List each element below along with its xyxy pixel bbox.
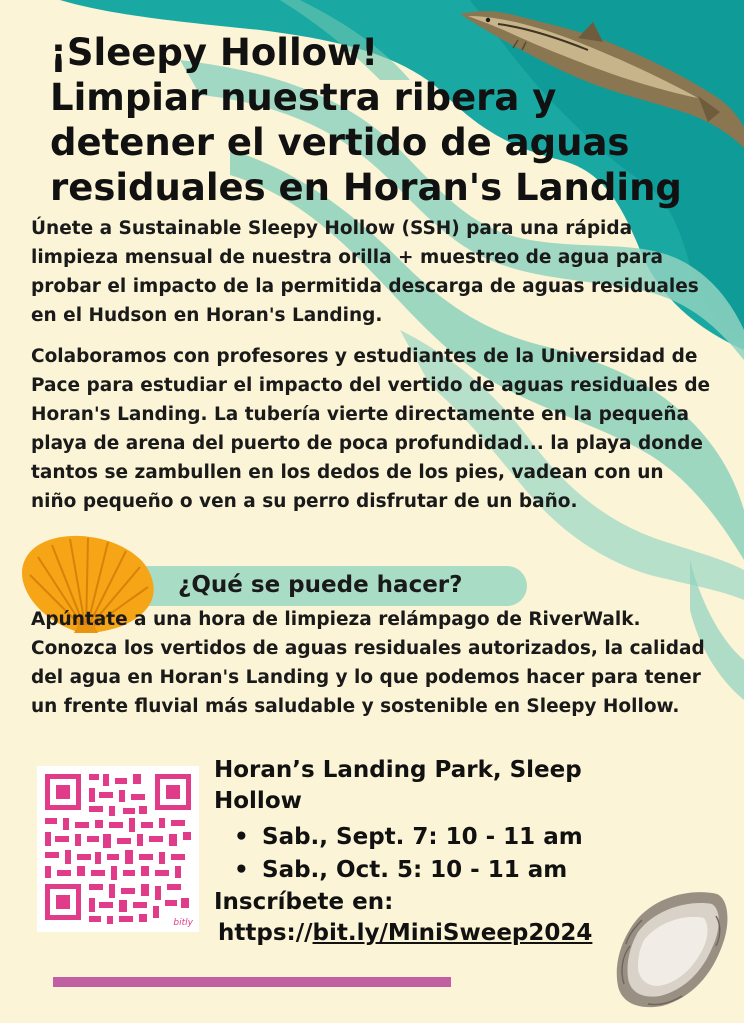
event-dates-list [214, 821, 634, 887]
event-details [214, 755, 634, 949]
title-line-2: Limpiar nuestra ribera y [50, 76, 557, 119]
what-can-be-done-heading: ¿Qué se puede hacer? [178, 572, 463, 598]
what-can-be-done-text: Apúntate a una hora de limpieza relámpago de RiverWalk. Conozca los vertidos de aguas residuales autorizados, la calidad del agua en Horan's Landing y lo que podemos hacer para tener un frente fluvial más saludable y sostenible en Sleepy Hollow. [31, 609, 705, 717]
event-location: Horan’s Landing Park, Sleep Hollow [214, 757, 582, 814]
qr-brand-label: bitly [173, 918, 193, 928]
collaboration-paragraph: Colaboramos con profesores y estudiantes de la Universidad de Pace para estudiar el impacto del vertido de aguas residuales de Horan's Landing. La tubería vierte directamente en la pequeña playa de arena del puerto de poca profundidad... la playa donde tantos se zambullen en los dedos de los pies, vadean con un niño pequeño o ven a su perro disfrutar de un baño. [31, 346, 711, 512]
title-line-4: residuales en Horan's Landing [50, 166, 682, 209]
signup-link-prefix: https:// [218, 920, 313, 946]
signup-link-url: bit.ly/MiniSweep2024 [312, 920, 593, 946]
signup-link[interactable] [214, 918, 592, 949]
oyster-icon [612, 886, 732, 1011]
qr-code[interactable] [37, 766, 199, 932]
title-line-1: ¡Sleepy Hollow! [50, 31, 379, 74]
poster-title [50, 30, 740, 210]
accent-bar [53, 977, 451, 987]
event-date-item: • Sab., Oct. 5: 10 - 11 am [234, 854, 634, 887]
event-date-item: • Sab., Sept. 7: 10 - 11 am [234, 821, 634, 854]
intro-paragraph: Únete a Sustainable Sleepy Hollow (SSH) para una rápida limpieza mensual de nuestra orilla + muestreo de agua para probar el impacto de la permitida descarga de aguas residuales en el Hudson en Horan's Landing. [31, 218, 699, 326]
title-line-3: detener el vertido de aguas [50, 121, 630, 164]
signup-label: Inscríbete en: [214, 889, 394, 915]
